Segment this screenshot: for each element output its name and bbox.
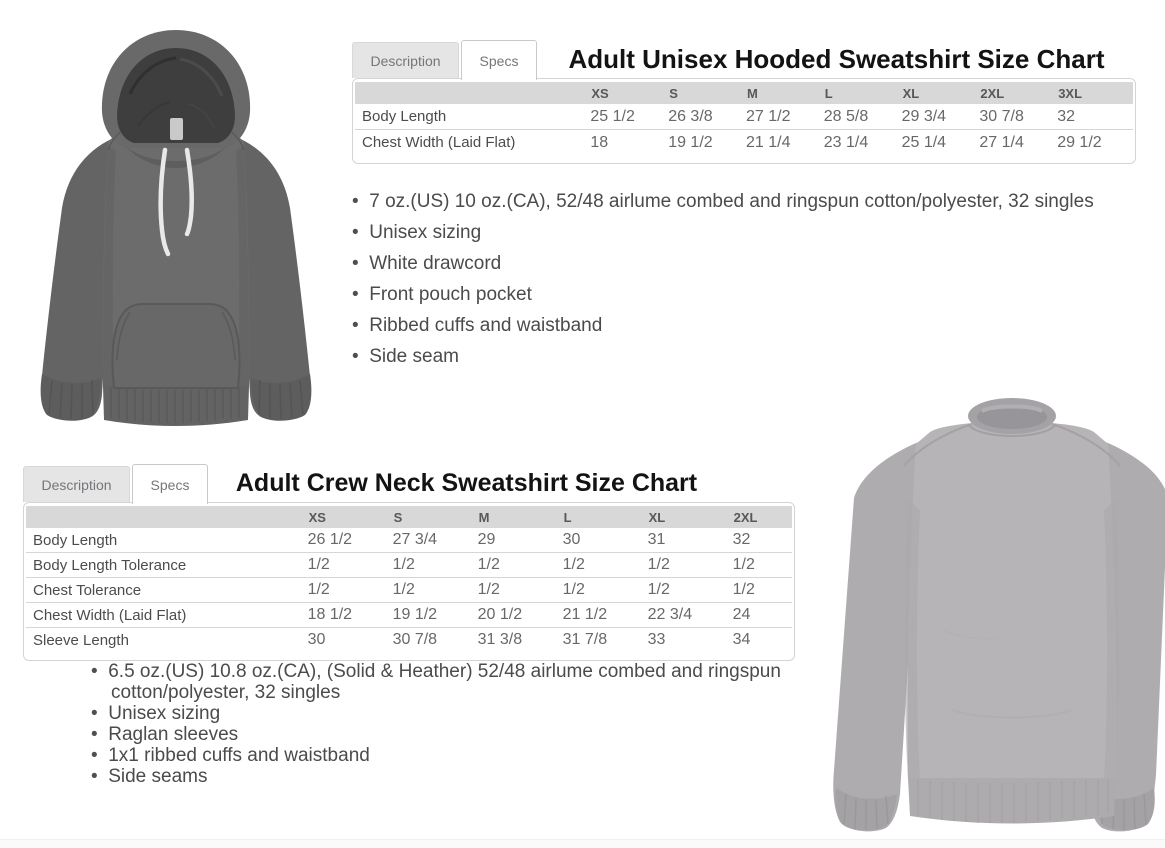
feature-item: • 1x1 ribbed cuffs and waistband bbox=[74, 745, 798, 766]
crew-tab-description[interactable]: Description bbox=[23, 466, 130, 502]
size-value-cell: 19 1/2 bbox=[392, 606, 438, 623]
size-column-header: S bbox=[669, 85, 678, 101]
crew-feature-list bbox=[74, 661, 798, 787]
size-value-cell: 18 bbox=[590, 133, 609, 151]
size-value-cell: 32 bbox=[732, 531, 751, 548]
feature-item: • Side seams bbox=[74, 766, 798, 787]
size-value-cell: 1/2 bbox=[477, 556, 500, 573]
hoodie-product-image bbox=[18, 16, 330, 452]
crew-product-image bbox=[812, 380, 1165, 846]
size-column-header: 2XL bbox=[733, 509, 758, 525]
size-value-cell: 30 bbox=[562, 531, 581, 548]
size-column-header: S bbox=[393, 509, 403, 525]
crew-chart-title: Adult Crew Neck Sweatshirt Size Chart bbox=[235, 469, 698, 497]
bottom-strip bbox=[0, 839, 1165, 848]
size-value-cell: 27 3/4 bbox=[392, 531, 438, 548]
size-value-cell: 1/2 bbox=[562, 556, 585, 573]
size-value-cell: 1/2 bbox=[477, 581, 500, 598]
crew-tabs bbox=[23, 464, 795, 502]
size-table-row bbox=[26, 528, 792, 553]
size-column-header: XL bbox=[902, 85, 920, 101]
size-value-cell: 32 bbox=[1057, 107, 1075, 125]
size-value-cell: 31 7/8 bbox=[562, 631, 608, 648]
feature-item: • White drawcord bbox=[346, 252, 1116, 275]
size-row-label: Body Length Tolerance bbox=[33, 556, 187, 574]
size-value-cell: 22 3/4 bbox=[647, 606, 693, 623]
size-value-cell: 1/2 bbox=[307, 581, 330, 598]
size-value-cell: 27 1/2 bbox=[745, 107, 791, 125]
size-value-cell: 1/2 bbox=[562, 581, 585, 598]
size-table-row bbox=[26, 553, 792, 578]
size-row-label: Body Length bbox=[362, 108, 447, 125]
size-value-cell: 30 bbox=[307, 631, 326, 648]
size-value-cell: 31 3/8 bbox=[477, 631, 523, 648]
size-value-cell: 19 1/2 bbox=[668, 133, 713, 151]
hoodie-tab-description[interactable]: Description bbox=[352, 42, 459, 78]
size-row-label: Chest Tolerance bbox=[33, 581, 142, 599]
size-column-header: XS bbox=[308, 509, 326, 525]
size-column-header: L bbox=[824, 85, 833, 101]
crew-sweatshirt-graphic bbox=[812, 380, 1165, 846]
hoodie-tab-specs[interactable]: Specs bbox=[461, 40, 537, 80]
size-column-header: XL bbox=[648, 509, 666, 525]
size-value-cell: 24 bbox=[732, 606, 751, 623]
feature-item: • 7 oz.(US) 10 oz.(CA), 52/48 airlume combed and ringspun cotton/polyester, 32 singles bbox=[346, 190, 1116, 213]
size-row-label: Sleeve Length bbox=[33, 631, 129, 649]
hoodie-size-table bbox=[352, 78, 1136, 164]
feature-item: • Raglan sleeves bbox=[74, 724, 798, 745]
crew-tab-specs[interactable]: Specs bbox=[132, 464, 208, 504]
size-value-cell: 20 1/2 bbox=[477, 606, 523, 623]
size-row-label: Chest Width (Laid Flat) bbox=[33, 606, 187, 624]
size-value-cell: 1/2 bbox=[392, 581, 415, 598]
size-column-header: M bbox=[478, 509, 490, 525]
size-column-header: M bbox=[746, 85, 758, 101]
size-value-cell: 26 1/2 bbox=[307, 531, 353, 548]
size-table-row bbox=[26, 628, 792, 652]
size-table-row bbox=[355, 104, 1133, 130]
size-value-cell: 30 7/8 bbox=[392, 631, 438, 648]
size-table-row bbox=[26, 578, 792, 603]
size-value-cell: 34 bbox=[732, 631, 751, 648]
size-value-cell: 1/2 bbox=[647, 556, 670, 573]
size-value-cell: 29 bbox=[477, 531, 496, 548]
size-table-row bbox=[355, 130, 1133, 155]
size-column-header: 3XL bbox=[1058, 85, 1083, 101]
size-value-cell: 27 1/4 bbox=[979, 133, 1024, 151]
hoodie-feature-list bbox=[346, 190, 1116, 376]
size-value-cell: 33 bbox=[647, 631, 666, 648]
size-value-cell: 29 3/4 bbox=[901, 107, 947, 125]
crew-size-table-header bbox=[26, 506, 792, 528]
size-column-header: XS bbox=[591, 85, 609, 101]
size-value-cell: 31 bbox=[647, 531, 666, 548]
feature-item: • Unisex sizing bbox=[74, 703, 798, 724]
hoodie-size-table-header bbox=[355, 82, 1133, 104]
feature-item: • Unisex sizing bbox=[346, 221, 1116, 244]
size-row-label: Body Length bbox=[33, 531, 118, 549]
feature-item: • Ribbed cuffs and waistband bbox=[346, 314, 1116, 337]
size-value-cell: 30 7/8 bbox=[979, 107, 1024, 125]
size-value-cell: 1/2 bbox=[307, 556, 330, 573]
size-value-cell: 26 3/8 bbox=[668, 107, 713, 125]
size-column-header: L bbox=[563, 509, 572, 525]
size-table-row bbox=[26, 603, 792, 628]
size-value-cell: 25 1/4 bbox=[901, 133, 947, 151]
size-value-cell: 29 1/2 bbox=[1057, 133, 1102, 151]
hoodie-size-chart-panel bbox=[352, 40, 1136, 164]
feature-item: • 6.5 oz.(US) 10.8 oz.(CA), (Solid & Heather) 52/48 airlume combed and ringspun cotton/polyester, 32 singles bbox=[74, 661, 798, 703]
size-value-cell: 21 1/2 bbox=[562, 606, 608, 623]
size-value-cell: 1/2 bbox=[732, 556, 755, 573]
size-row-label: Chest Width (Laid Flat) bbox=[362, 134, 516, 151]
size-value-cell: 23 1/4 bbox=[823, 133, 869, 151]
size-value-cell: 18 1/2 bbox=[307, 606, 353, 623]
feature-item: • Side seam bbox=[346, 345, 1116, 368]
size-value-cell: 28 5/8 bbox=[823, 107, 869, 125]
hoodie-sweatshirt-graphic bbox=[18, 16, 330, 452]
feature-item: • Front pouch pocket bbox=[346, 283, 1116, 306]
hoodie-tabs bbox=[352, 40, 1136, 78]
crew-size-table bbox=[23, 502, 795, 661]
size-value-cell: 21 1/4 bbox=[745, 133, 791, 151]
crew-size-chart-panel bbox=[23, 464, 795, 661]
size-value-cell: 1/2 bbox=[732, 581, 755, 598]
size-value-cell: 1/2 bbox=[647, 581, 670, 598]
size-value-cell: 25 1/2 bbox=[590, 107, 635, 125]
size-value-cell: 1/2 bbox=[392, 556, 415, 573]
size-column-header: 2XL bbox=[980, 85, 1005, 101]
hoodie-chart-title: Adult Unisex Hooded Sweatshirt Size Chart bbox=[568, 44, 1105, 74]
